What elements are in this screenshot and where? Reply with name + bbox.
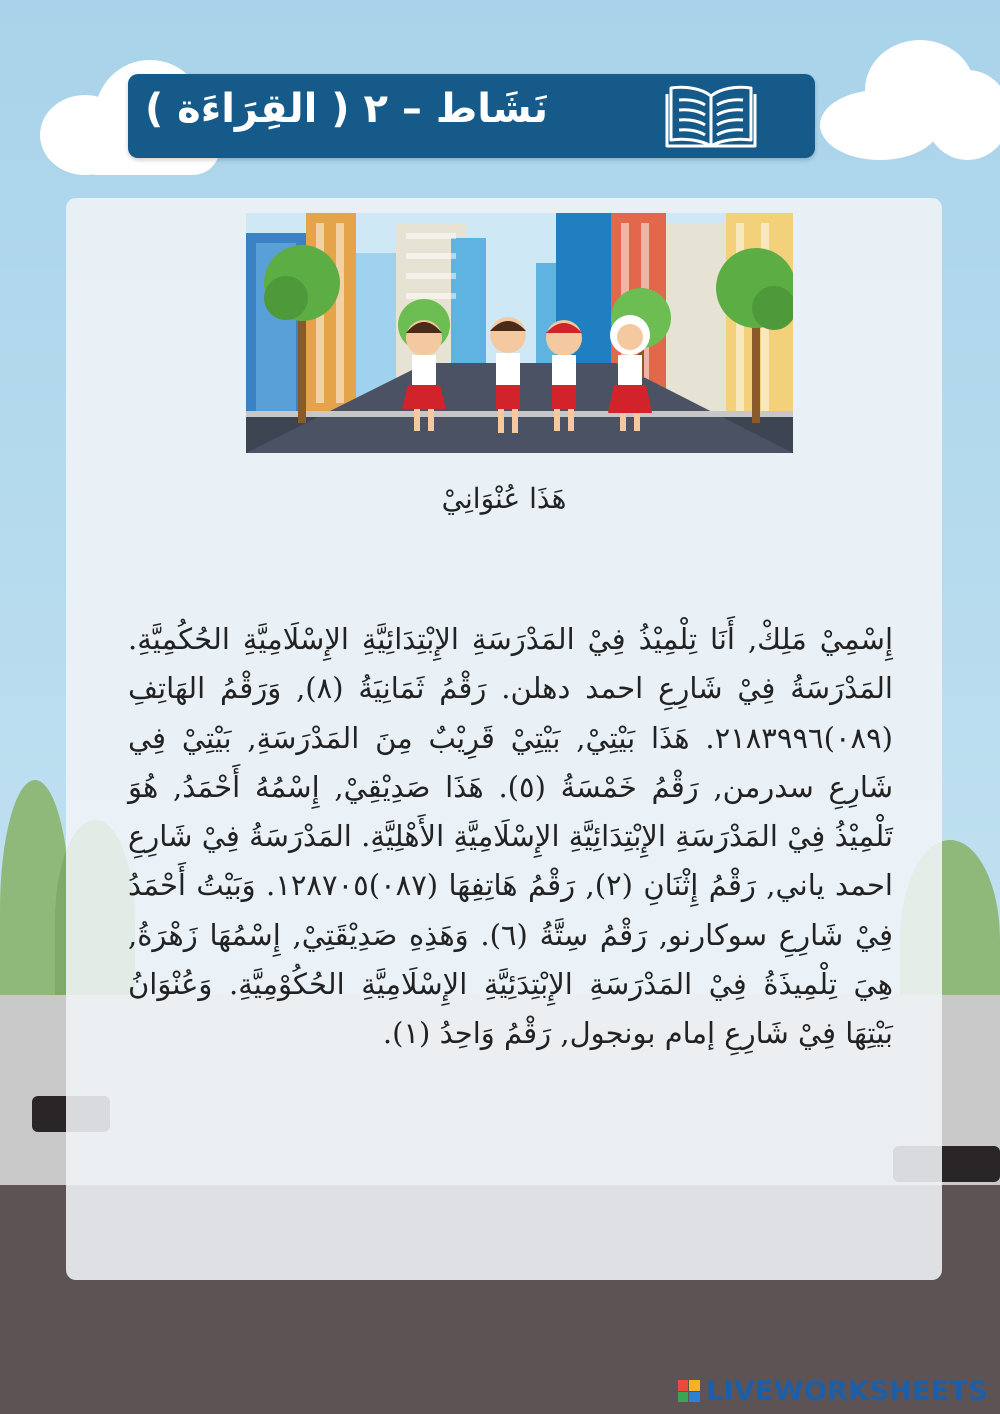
children-walking-city-illustration [246, 213, 793, 453]
brand-name: LIVEWORKSHEETS [705, 1375, 988, 1407]
reading-passage: إِسْمِيْ مَلِكْ, أَنَا تِلْمِيْذُ فِيْ المَدْرَسَةِ الإِبْتِدَائِيَّةِ الإِسْلَامِيَّةِ الحُكُمِيَّةِ. المَدْرَسَةُ فِيْ شَارِعِ احمد دهلن. رَقْمُ ثَمَانِيَةُ (٨), وَرَقْمُ الهَاتِفِ (٠٨٩)٢١٨٣٩٩٦. هَذَا بَيْتِيْ, بَيْتِيْ قَرِيْبٌ مِنَ المَدْرَسَةِ, بَيْتِيْ فِي شَارِعِ سدرمن, رَقْمُ خَمْسَةُ (٥). هَذَا صَدِيْقِيْ, إِسْمُهُ أَحْمَدُ, هُوَ تَلْمِيْذُ فِيْ المَدْرَسَةِ الإِبْتِدَائِيَّةِ الإِسْلَامِيَّةِ الأَهْلِيَّةِ. المَدْرَسَةُ فِيْ شَارِعِ احمد ياني, رَقْمُ إِثْنَانِ (٢), رَقْمُ هَاتِفِهَا (٠٨٧)١٢٨٧٠٥. وَبَيْتُ أَحْمَدُ فِيْ شَارِعِ سوكارنو, رَقْمُ سِتَّةُ (٦). وَهَذِهِ صَدِيْقَتِيْ, إِسْمُهَا زَهْرَةُ, هِيَ تِلْمِيذَةُ فِيْ المَدْرَسَةِ الإِبْتِدَئِيَّةِ الإِسْلَامِيَّةِ الحُكُوْمِيَّةِ. وَعُنْوَانُ بَيْتِهَا فِيْ شَارِعِ إمام بونجول, رَقْمُ وَاحِدُ (١). [128, 622, 893, 1051]
reading-subtitle: هَذَا عُنْوَانِيْ [441, 482, 567, 515]
liveworksheets-logo-icon [678, 1380, 700, 1402]
activity-title: نَشَاط – ٢ ( القِرَاءَة ) [144, 86, 549, 132]
activity-title-bar [128, 74, 815, 158]
open-book-icon [663, 82, 759, 150]
liveworksheets-logo[interactable] [678, 1374, 988, 1408]
